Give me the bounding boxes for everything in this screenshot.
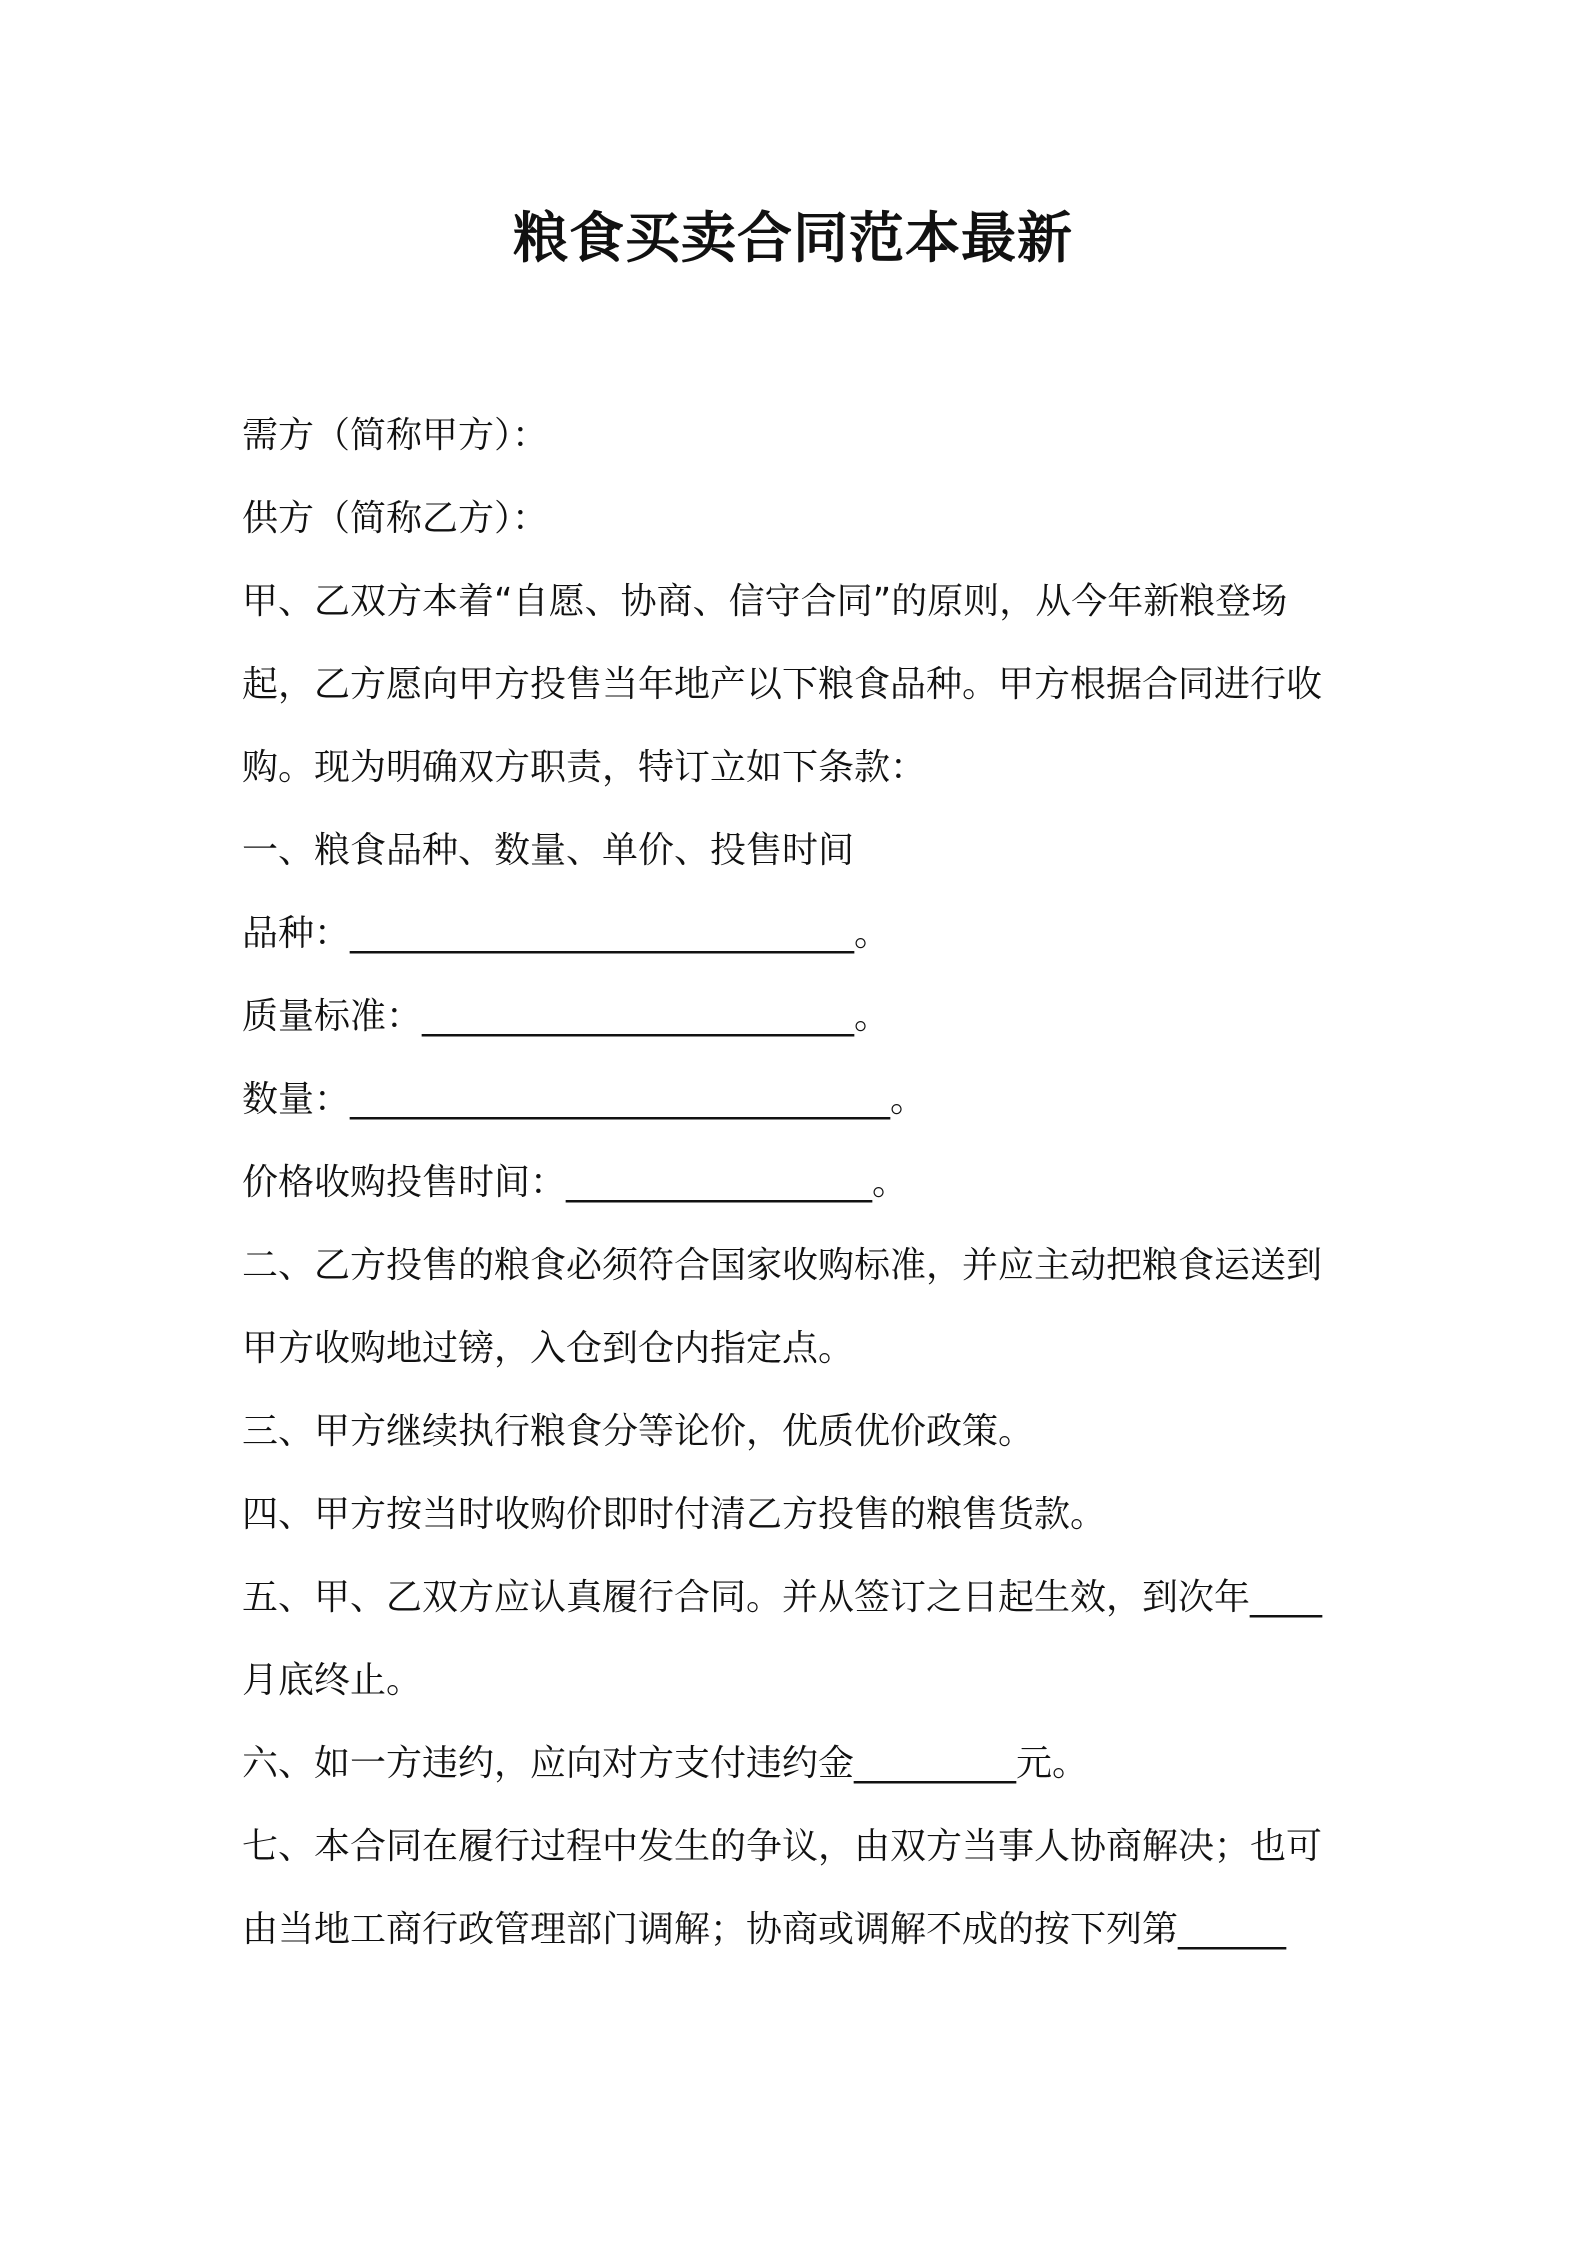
clause-2-line-2: 甲方收购地过镑，入仓到仓内指定点。 <box>242 1328 855 1369</box>
text-line-intro-3: 购。现为明确双方职责，特订立如下条款： <box>242 747 927 788</box>
field-quality-standard: 质量标准：________________________。 <box>242 996 891 1037</box>
clause-2-line-1: 二、乙方投售的粮食必须符合国家收购标准，并应主动把粮食运送到 <box>242 1245 1323 1286</box>
clause-6: 六、如一方违约，应向对方支付违约金_________元。 <box>242 1743 1089 1784</box>
field-quantity: 数量：______________________________。 <box>242 1079 927 1120</box>
text-line-supplier: 供方（简称乙方）： <box>242 498 549 539</box>
text-line-buyer: 需方（简称甲方）： <box>242 415 549 456</box>
clause-5-line-2: 月底终止。 <box>242 1660 423 1701</box>
field-variety: 品种：____________________________。 <box>242 913 891 954</box>
clause-1-heading: 一、粮食品种、数量、单价、投售时间 <box>242 830 855 871</box>
text-line-intro-1: 甲、乙双方本着“自愿、协商、信守合同”的原则，从今年新粮登场 <box>242 581 1288 622</box>
document-title: 粮食买卖合同范本最新 <box>512 206 1073 270</box>
text-line-intro-2: 起，乙方愿向甲方投售当年地产以下粮食品种。甲方根据合同进行收 <box>242 664 1323 705</box>
clause-5-line-1: 五、甲、乙双方应认真履行合同。并从签订之日起生效，到次年____ <box>242 1577 1323 1618</box>
clause-4: 四、甲方按当时收购价即时付清乙方投售的粮售货款。 <box>242 1494 1107 1535</box>
clause-7-line-2: 由当地工商行政管理部门调解；协商或调解不成的按下列第______ <box>242 1909 1287 1950</box>
clause-3: 三、甲方继续执行粮食分等论价，优质优价政策。 <box>242 1411 1035 1452</box>
clause-7-line-1: 七、本合同在履行过程中发生的争议，由双方当事人协商解决；也可 <box>242 1826 1323 1867</box>
field-price-time: 价格收购投售时间：_________________。 <box>242 1162 909 1203</box>
